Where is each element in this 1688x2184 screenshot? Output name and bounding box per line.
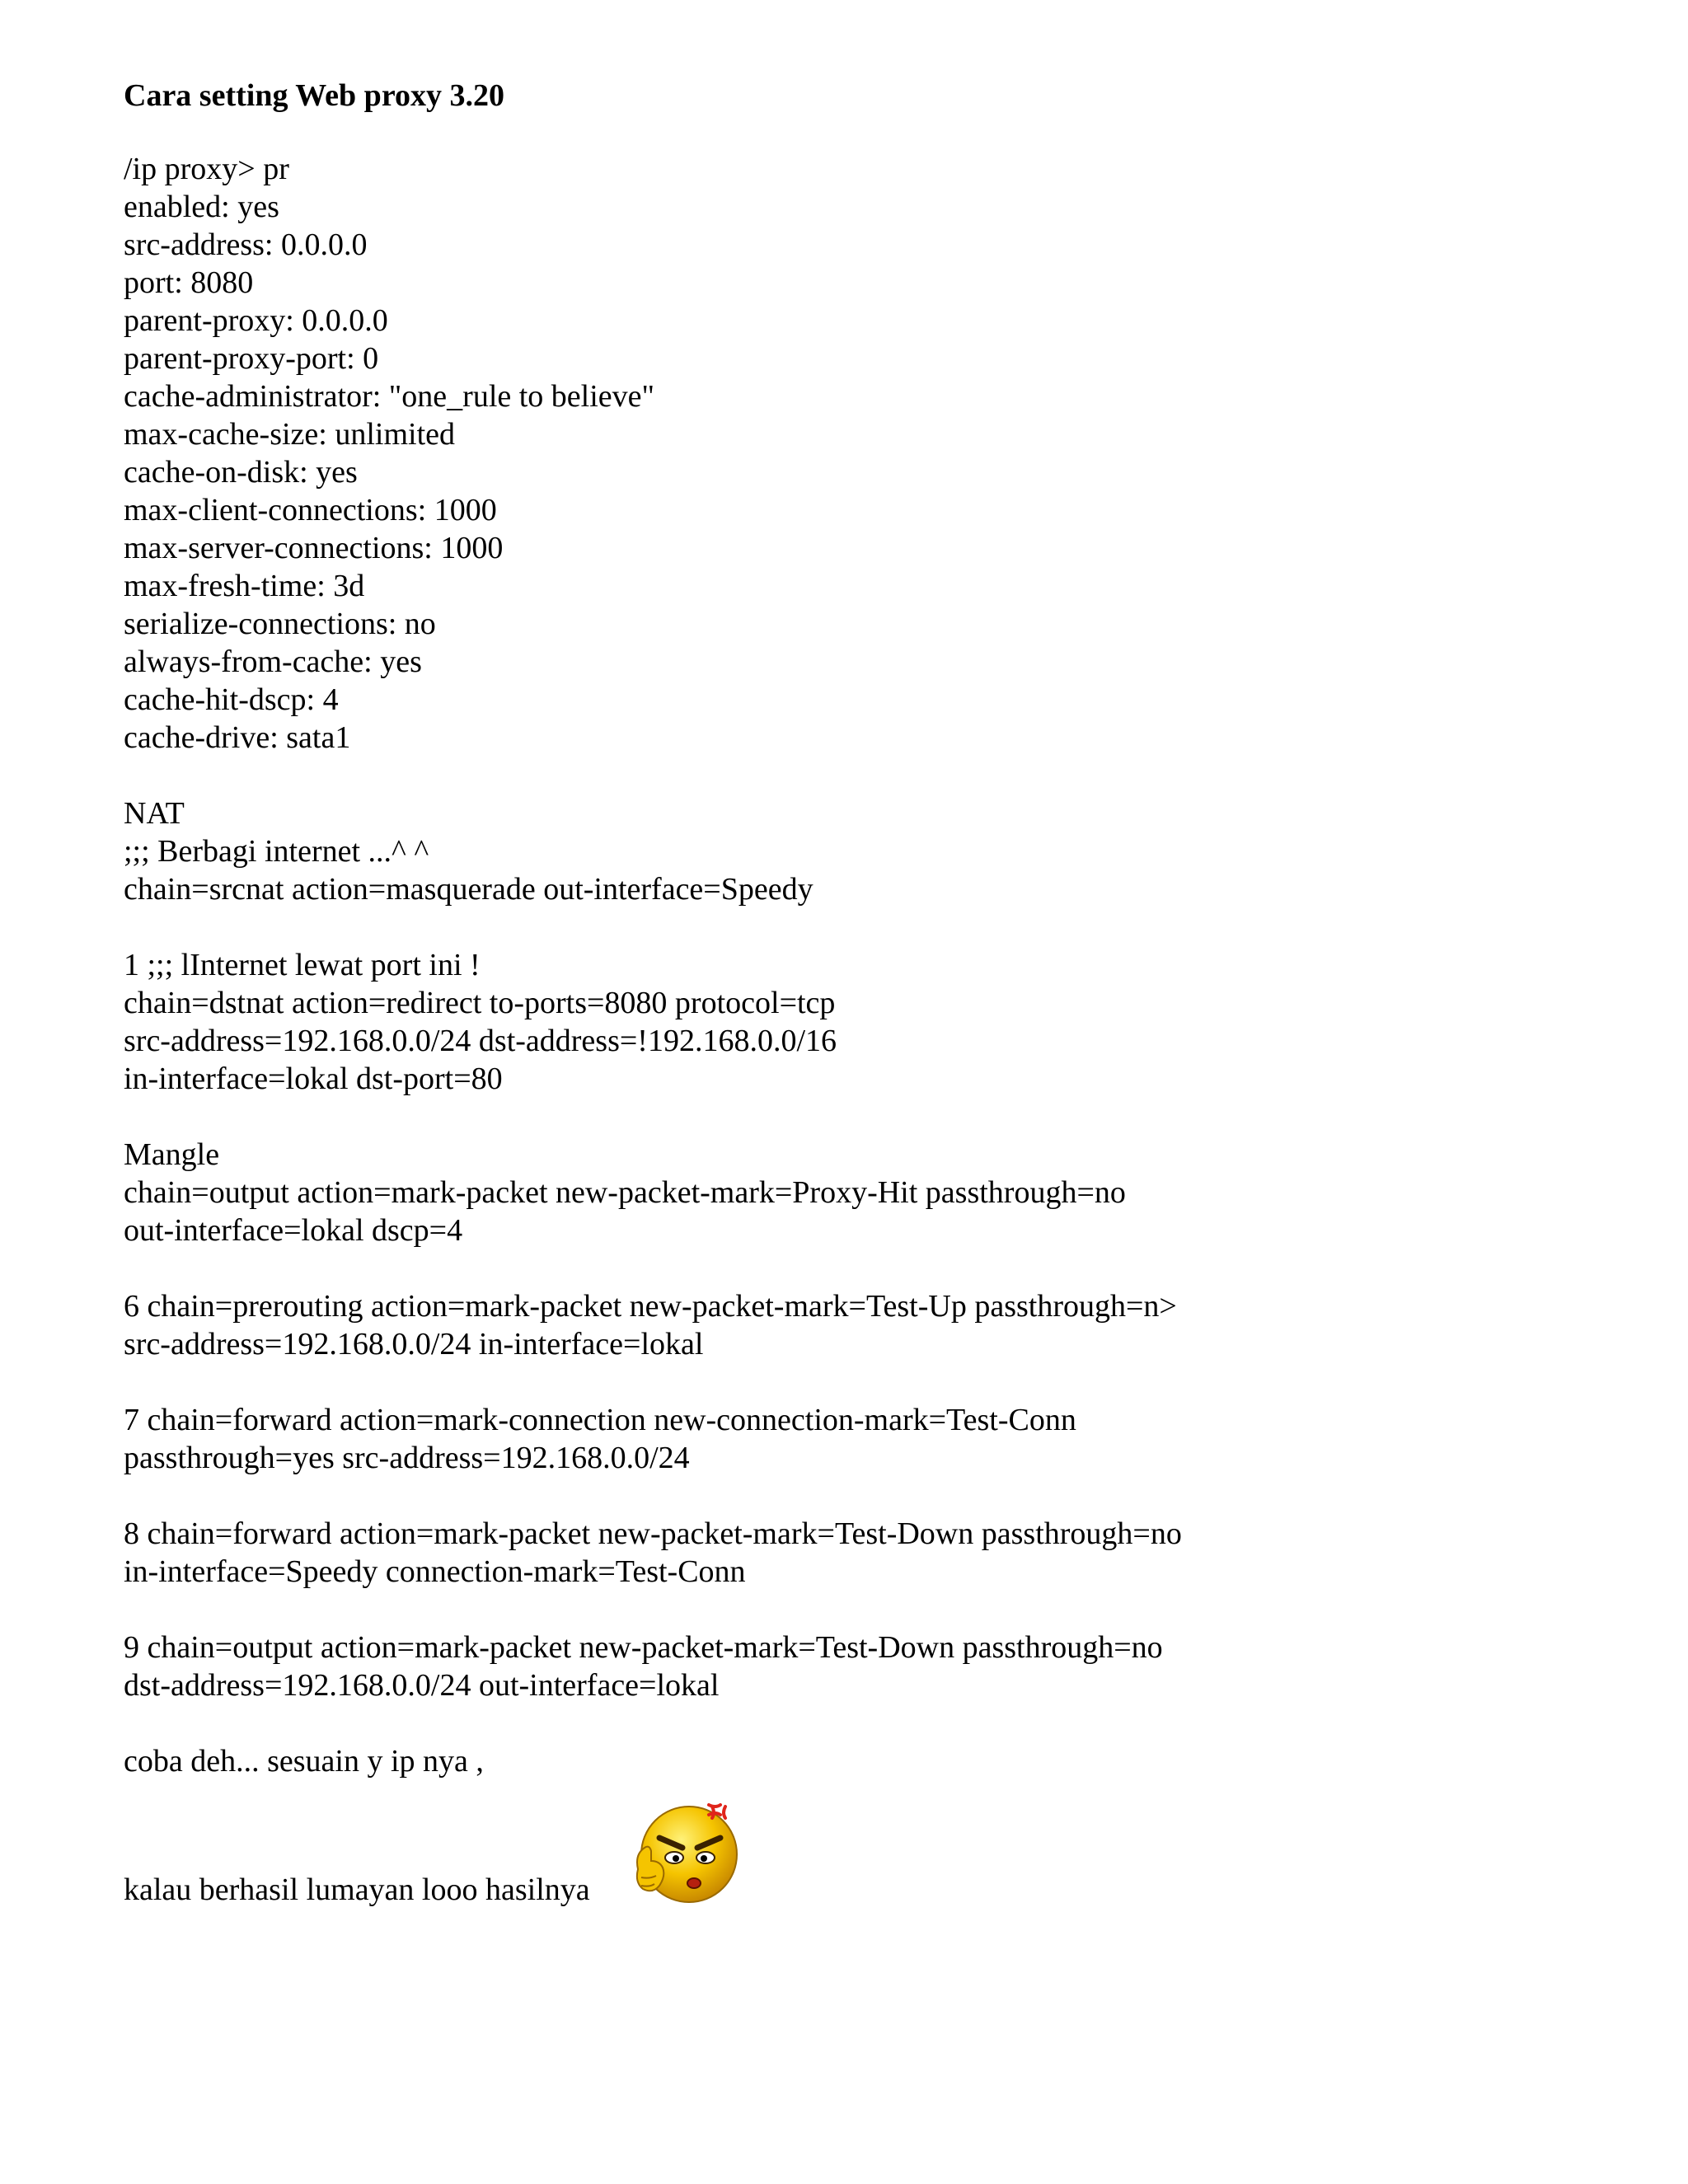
nat-rule-line: src-address=192.168.0.0/24 dst-address=!192.168.0.0/16 — [124, 1024, 837, 1058]
proxy-line: serialize-connections: no — [124, 607, 436, 641]
nat-rule-line: in-interface=lokal dst-port=80 — [124, 1062, 503, 1096]
nat-block — [124, 794, 1624, 908]
proxy-line: cache-hit-dscp: 4 — [124, 682, 339, 717]
proxy-line: cache-on-disk: yes — [124, 455, 358, 490]
rule-line: dst-address=192.168.0.0/24 out-interface=lokal — [124, 1668, 720, 1703]
closing-text: kalau berhasil lumayan looo hasilnya — [124, 1872, 590, 1907]
proxy-line: max-server-connections: 1000 — [124, 531, 504, 565]
nat-rule-line: chain=dstnat action=redirect to-ports=8080 protocol=tcp — [124, 986, 836, 1020]
rule-line: 6 chain=prerouting action=mark-packet new-packet-mark=Test-Up passthrough=n> — [124, 1289, 1177, 1324]
nat-heading: NAT — [124, 796, 185, 831]
nat-line: chain=srcnat action=masquerade out-interface=Speedy — [124, 872, 814, 907]
proxy-line: /ip proxy> pr — [124, 152, 289, 186]
document-page — [124, 73, 1624, 1920]
proxy-line: always-from-cache: yes — [124, 644, 422, 679]
nat-line: ;;; Berbagi internet ...^ ^ — [124, 834, 429, 869]
nat-rule-line: 1 ;;; lInternet lewat port ini ! — [124, 948, 481, 982]
rule-6-block — [124, 1287, 1624, 1363]
nat-rule-block — [124, 946, 1624, 1098]
rule-line: 8 chain=forward action=mark-packet new-packet-mark=Test-Down passthrough=no — [124, 1516, 1182, 1551]
mangle-block — [124, 1136, 1624, 1249]
rule-line: src-address=192.168.0.0/24 in-interface=lokal — [124, 1327, 704, 1361]
proxy-line: parent-proxy-port: 0 — [124, 341, 379, 376]
rule-line: in-interface=Speedy connection-mark=Test-Conn — [124, 1554, 746, 1589]
mangle-line: out-interface=lokal dscp=4 — [124, 1213, 463, 1248]
proxy-line: cache-drive: sata1 — [124, 720, 351, 755]
mangle-line: chain=output action=mark-packet new-packet-mark=Proxy-Hit passthrough=no — [124, 1175, 1126, 1210]
proxy-line: max-fresh-time: 3d — [124, 569, 365, 603]
proxy-line: max-client-connections: 1000 — [124, 493, 497, 527]
note-text: coba deh... sesuain y ip nya , — [124, 1744, 484, 1779]
proxy-line: port: 8080 — [124, 265, 254, 300]
rule-line: 9 chain=output action=mark-packet new-packet-mark=Test-Down passthrough=no — [124, 1630, 1163, 1665]
note-block — [124, 1742, 1624, 1780]
document-title: Cara setting Web proxy 3.20 — [124, 78, 504, 113]
mangle-heading: Mangle — [124, 1137, 220, 1172]
rule-7-block — [124, 1401, 1624, 1477]
proxy-line: src-address: 0.0.0.0 — [124, 227, 368, 262]
proxy-settings-block — [124, 150, 1624, 757]
closing-block — [124, 1797, 1624, 1920]
rule-line: passthrough=yes src-address=192.168.0.0/24 — [124, 1441, 690, 1475]
proxy-line: parent-proxy: 0.0.0.0 — [124, 303, 388, 338]
rule-9-block — [124, 1629, 1624, 1704]
rule-8-block — [124, 1515, 1624, 1591]
proxy-line: max-cache-size: unlimited — [124, 417, 455, 452]
rule-line: 7 chain=forward action=mark-connection new-connection-mark=Test-Conn — [124, 1403, 1076, 1437]
proxy-line: cache-administrator: "one_rule to believe" — [124, 379, 655, 414]
thinking-angry-smiley-icon — [623, 1797, 747, 1912]
proxy-line: enabled: yes — [124, 190, 279, 224]
